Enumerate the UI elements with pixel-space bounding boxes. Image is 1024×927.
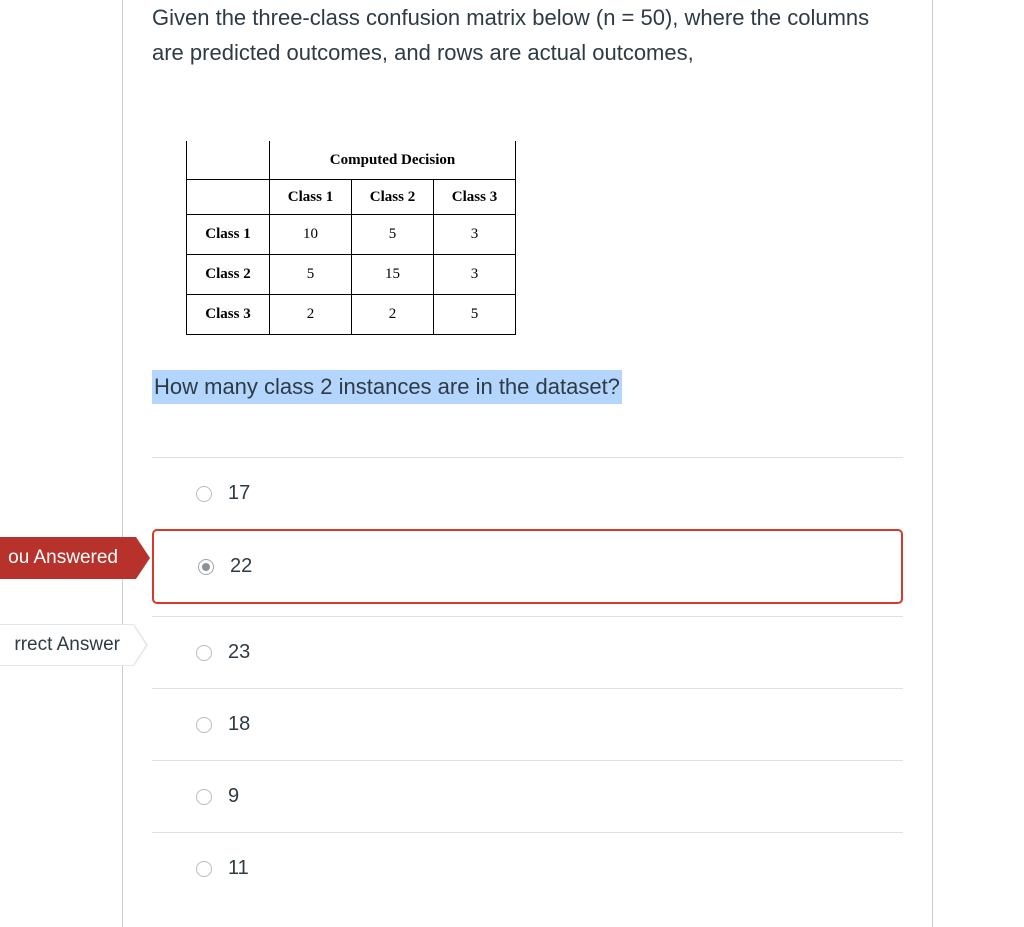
correct-answer-tag [0,624,150,666]
matrix-cell: 5 [352,215,434,255]
matrix-cell: 2 [352,295,434,335]
matrix-col-header: Class 3 [434,180,516,215]
answer-label: 18 [228,713,251,735]
radio-button[interactable] [196,486,212,502]
matrix-cell: 15 [352,255,434,295]
radio-button[interactable] [196,645,212,661]
answer-label: 11 [228,857,249,879]
radio-button[interactable] [196,861,212,877]
content-right-border [932,0,933,927]
matrix-corner [187,180,270,215]
answer-option[interactable] [152,689,903,760]
answer-list [152,457,903,904]
content-left-border [122,0,123,927]
matrix-row-header: Class 1 [187,215,270,255]
answer-option[interactable] [152,617,903,688]
answer-label: 9 [228,785,240,807]
question-intro: Given the three-class confusion matrix below (n = 50), where the columns are predicted outcomes, and rows are actual outcomes, [152,5,870,65]
answer-label: 23 [228,641,251,663]
answer-option[interactable] [152,761,903,832]
confusion-matrix [186,141,516,335]
you-answered-label: ou Answered [8,547,118,568]
radio-button-checked[interactable] [198,559,214,575]
answer-option[interactable] [152,458,903,529]
answer-label: 22 [230,555,253,577]
matrix-cell: 10 [270,215,352,255]
matrix-cell: 3 [434,255,516,295]
matrix-col-header: Class 2 [352,180,434,215]
answer-label: 17 [228,482,251,504]
answer-option-selected[interactable] [152,529,903,604]
matrix-corner-blank [187,141,270,180]
question-prompt: How many class 2 instances are in the dataset? [152,370,622,404]
radio-button[interactable] [196,717,212,733]
matrix-cell: 3 [434,215,516,255]
matrix-cell: 5 [270,255,352,295]
matrix-row-header: Class 3 [187,295,270,335]
matrix-cell: 2 [270,295,352,335]
correct-answer-label: rrect Answer [14,634,120,655]
you-answered-tag [0,537,150,579]
matrix-header: Computed Decision [270,141,516,180]
radio-button[interactable] [196,789,212,805]
matrix-col-header: Class 1 [270,180,352,215]
matrix-row-header: Class 2 [187,255,270,295]
answer-option[interactable] [152,833,903,904]
matrix-cell: 5 [434,295,516,335]
